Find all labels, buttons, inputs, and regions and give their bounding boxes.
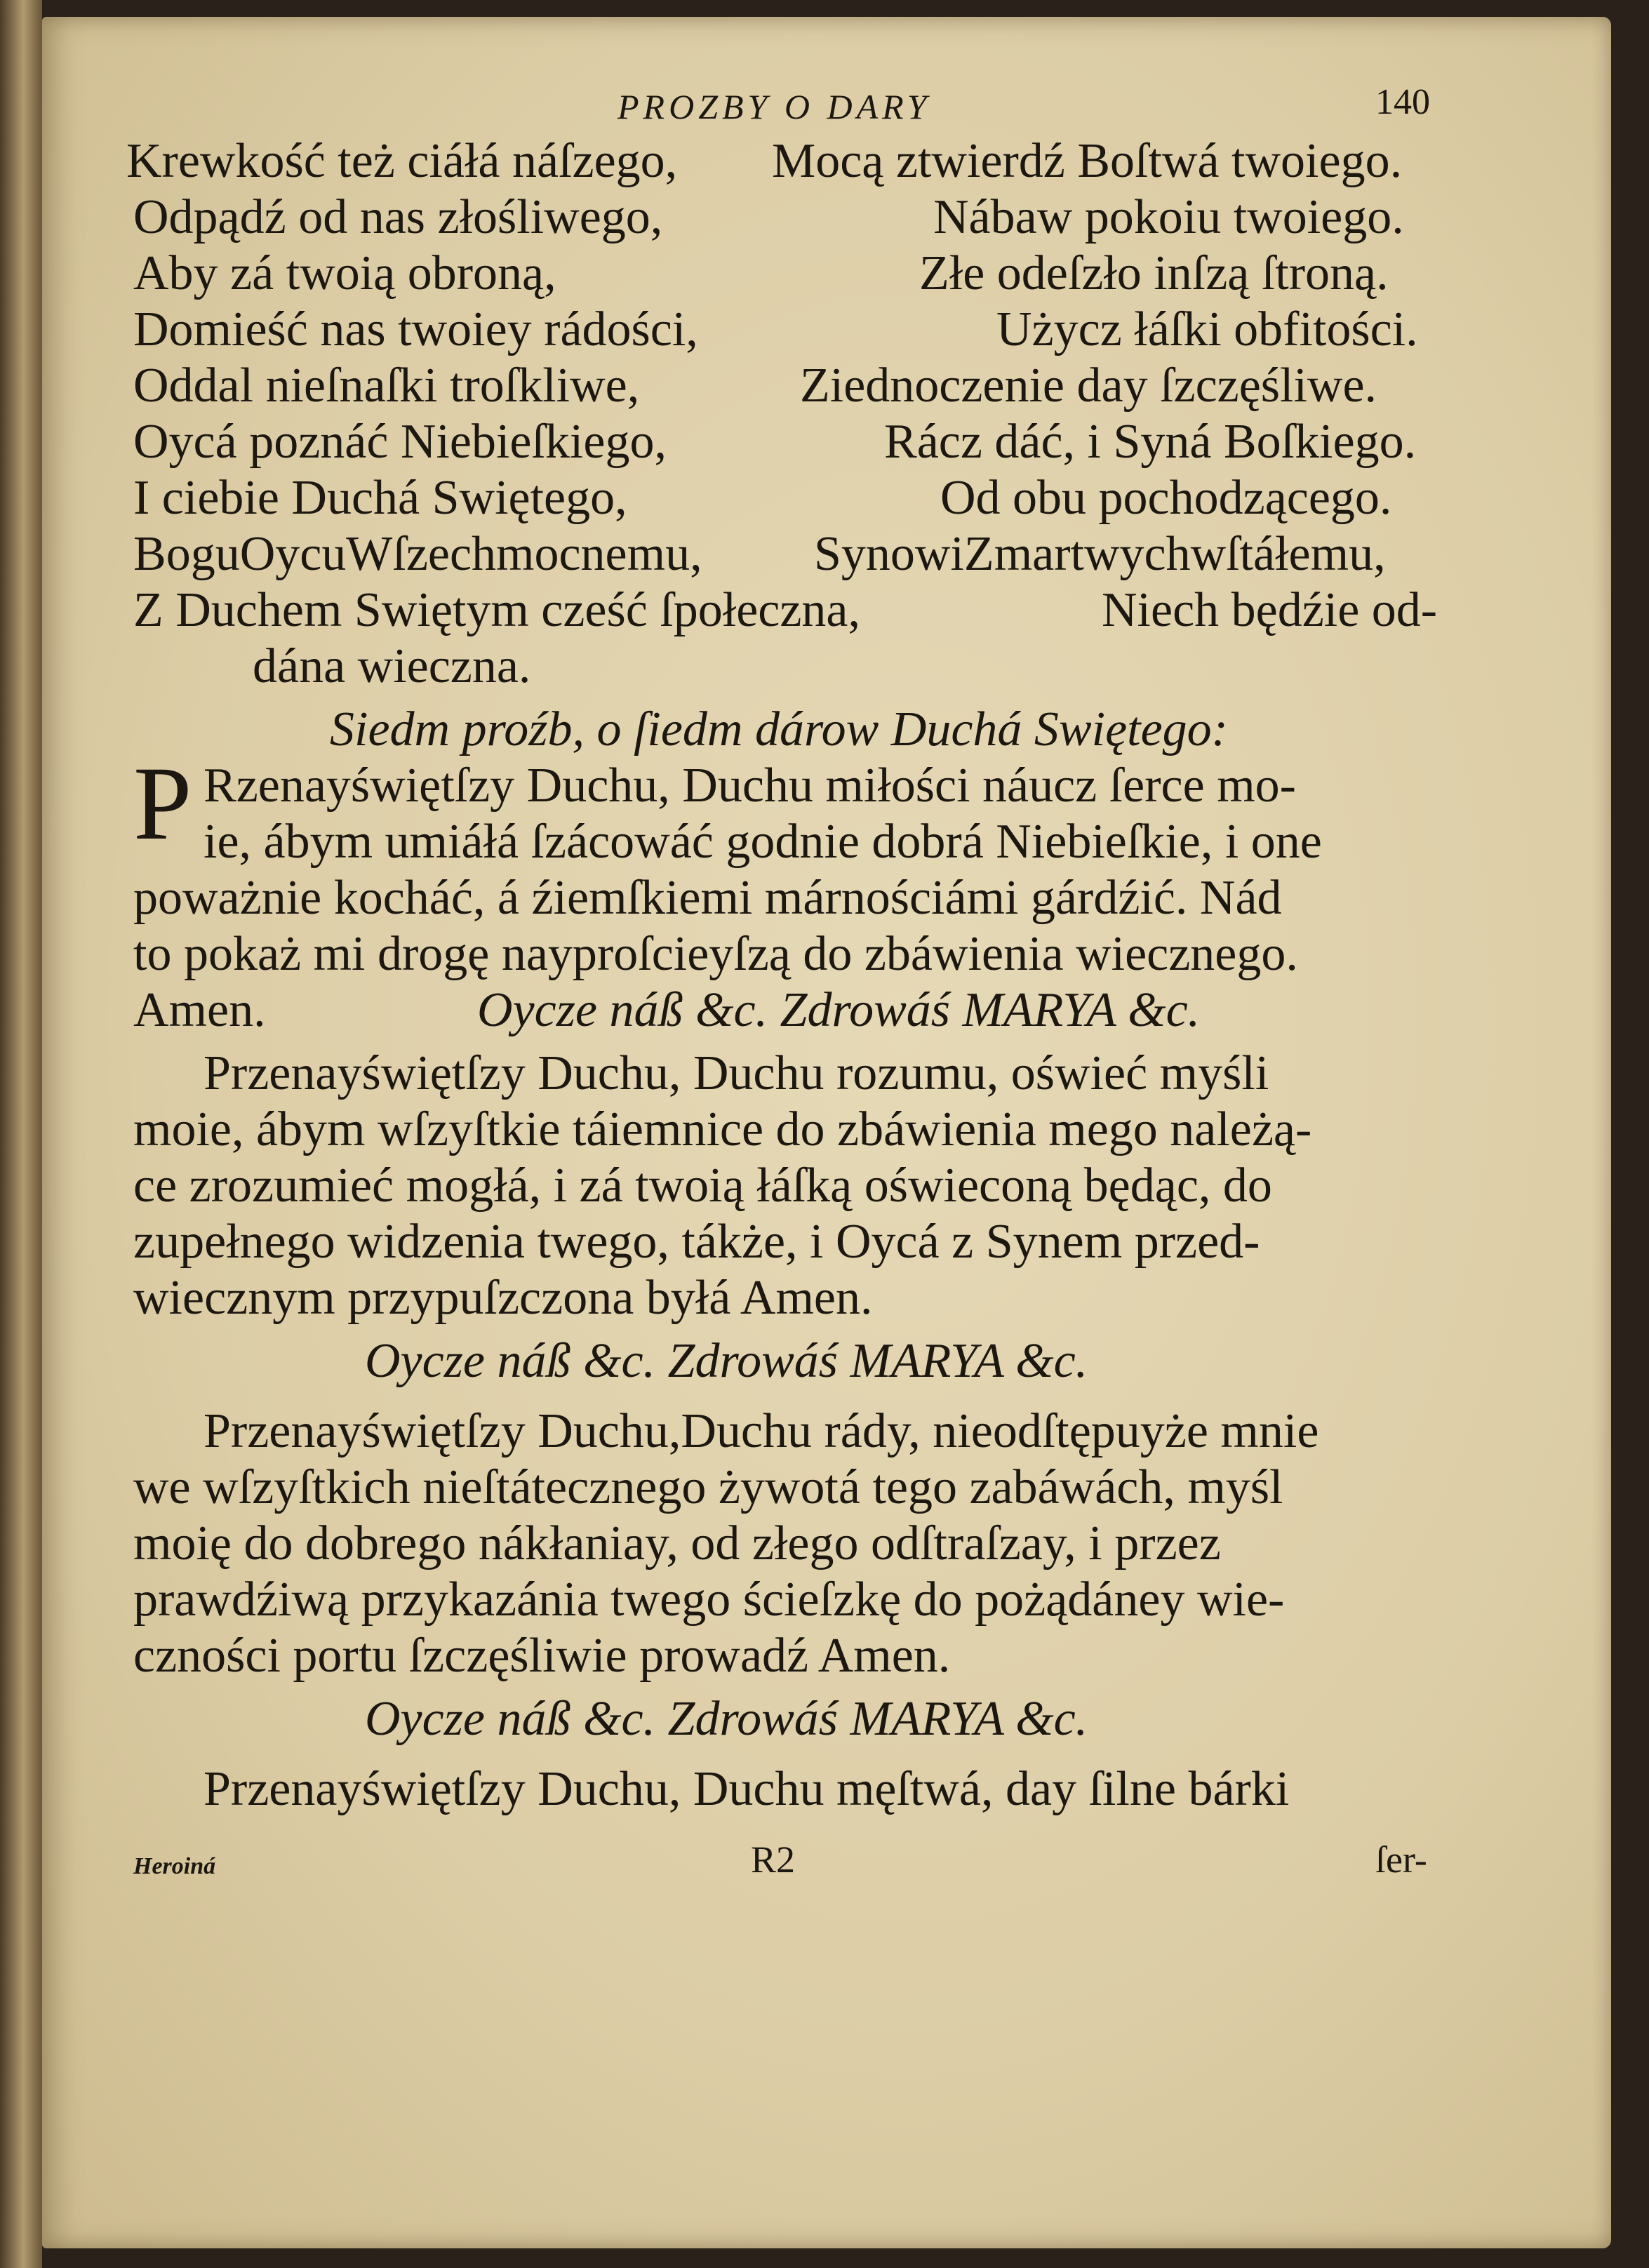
facing-page-edge bbox=[0, 0, 42, 2268]
prayer-line: wiecznym przypuſzczona byłá Amen. bbox=[133, 1271, 873, 1325]
signature-mark: R2 bbox=[751, 1839, 796, 1881]
verse-left: Odpądź od nas złośliwego, bbox=[133, 190, 663, 244]
verse-left: Krewkość też ciáłá náſzego, bbox=[126, 134, 678, 188]
verse-right: SynowiZmartwychwſtáłemu, bbox=[814, 527, 1386, 581]
prayer-line: ce zrozumieć mogłá, i zá twoią łáſką oświeconą będąc, do bbox=[133, 1159, 1272, 1213]
verse-end: dána wieczna. bbox=[253, 639, 531, 693]
prayer-line: Przenayświętſzy Duchu, Duchu męſtwá, day ſilne bárki bbox=[203, 1762, 1290, 1816]
verse-right: Niech będźie od- bbox=[1102, 583, 1438, 637]
prayer-line: Amen. bbox=[133, 983, 266, 1037]
section-title: Siedm proźb, o ſiedm dárow Duchá Swiętego: bbox=[330, 702, 1228, 756]
prayer-line: moię do dobrego nákłaniay, od złego odſtraſzay, i przez bbox=[133, 1516, 1221, 1570]
verse-left: BoguOycuWſzechmocnemu, bbox=[133, 527, 702, 581]
prayer-line: czności portu ſzczęśliwie prowadź Amen. bbox=[133, 1629, 951, 1683]
verse-left: Z Duchem Swiętym cześć ſpołeczna, bbox=[133, 583, 860, 637]
catchword: ſer- bbox=[1375, 1839, 1427, 1881]
page-number: 140 bbox=[1375, 82, 1430, 122]
verse-right: Od obu pochodzącego. bbox=[940, 471, 1392, 525]
prayer-line: prawdźiwą przykazánia twego ścieſzkę do pożądáney wie- bbox=[133, 1573, 1285, 1627]
signature-left: Heroiná bbox=[133, 1853, 216, 1879]
verse-right: Nábaw pokoiu twoiego. bbox=[933, 190, 1404, 244]
prayer-line: Przenayświętſzy Duchu, Duchu rozumu, oświeć myśli bbox=[203, 1046, 1269, 1100]
verse-right: Mocą ztwierdź Boſtwá twoiego. bbox=[772, 134, 1403, 188]
verse-right: Ziednoczenie day ſzczęśliwe. bbox=[800, 359, 1377, 413]
verse-right: Użycz łáſki obfitości. bbox=[996, 302, 1418, 356]
running-title: PROZBY O DARY bbox=[617, 87, 931, 126]
prayer-line: to pokaż mi drogę nayproſcieyſzą do zbáwienia wiecznego. bbox=[133, 927, 1298, 981]
prayer-line: moie, ábym wſzyſtkie táiemnice do zbáwienia mego należą- bbox=[133, 1102, 1312, 1156]
prayer-line: zupełnego widzenia twego, tákże, i Oycá z Synem przed- bbox=[133, 1215, 1260, 1269]
prayer-line: we wſzyſtkich nieſtátecznego żywotá tego zabáwách, myśl bbox=[133, 1460, 1283, 1514]
prayer-line: poważnie kocháć, á źiemſkiemi márnościámi gárdźić. Nád bbox=[133, 871, 1282, 925]
verse-right: Złe odeſzło inſzą ſtroną. bbox=[919, 246, 1389, 300]
verse-right: Rácz dáć, i Syná Boſkiego. bbox=[884, 415, 1417, 469]
prayer-closing: Oycze náß &c. Zdrowáś MARYA &c. bbox=[477, 983, 1201, 1037]
prayer-closing: Oycze náß &c. Zdrowáś MARYA &c. bbox=[365, 1334, 1088, 1388]
verse-left: I ciebie Duchá Swiętego, bbox=[133, 471, 627, 525]
verse-left: Aby zá twoią obroną, bbox=[133, 246, 556, 300]
prayer-closing: Oycze náß &c. Zdrowáś MARYA &c. bbox=[365, 1692, 1088, 1746]
verse-left: Oycá poznáć Niebieſkiego, bbox=[133, 415, 667, 469]
prayer-line: Przenayświętſzy Duchu,Duchu rády, nieodſtępuyże mnie bbox=[203, 1404, 1319, 1458]
verse-left: Oddal nieſnaſki troſkliwe, bbox=[133, 359, 640, 413]
prayer-line: Rzenayświętſzy Duchu, Duchu miłości náucz ſerce mo- bbox=[203, 759, 1296, 813]
drop-cap: P bbox=[133, 745, 192, 862]
verse-left: Domieść nas twoiey rádości, bbox=[133, 302, 698, 356]
prayer-line: ie, ábym umiáłá ſzácowáć godnie dobrá Niebieſkie, i one bbox=[203, 815, 1322, 869]
